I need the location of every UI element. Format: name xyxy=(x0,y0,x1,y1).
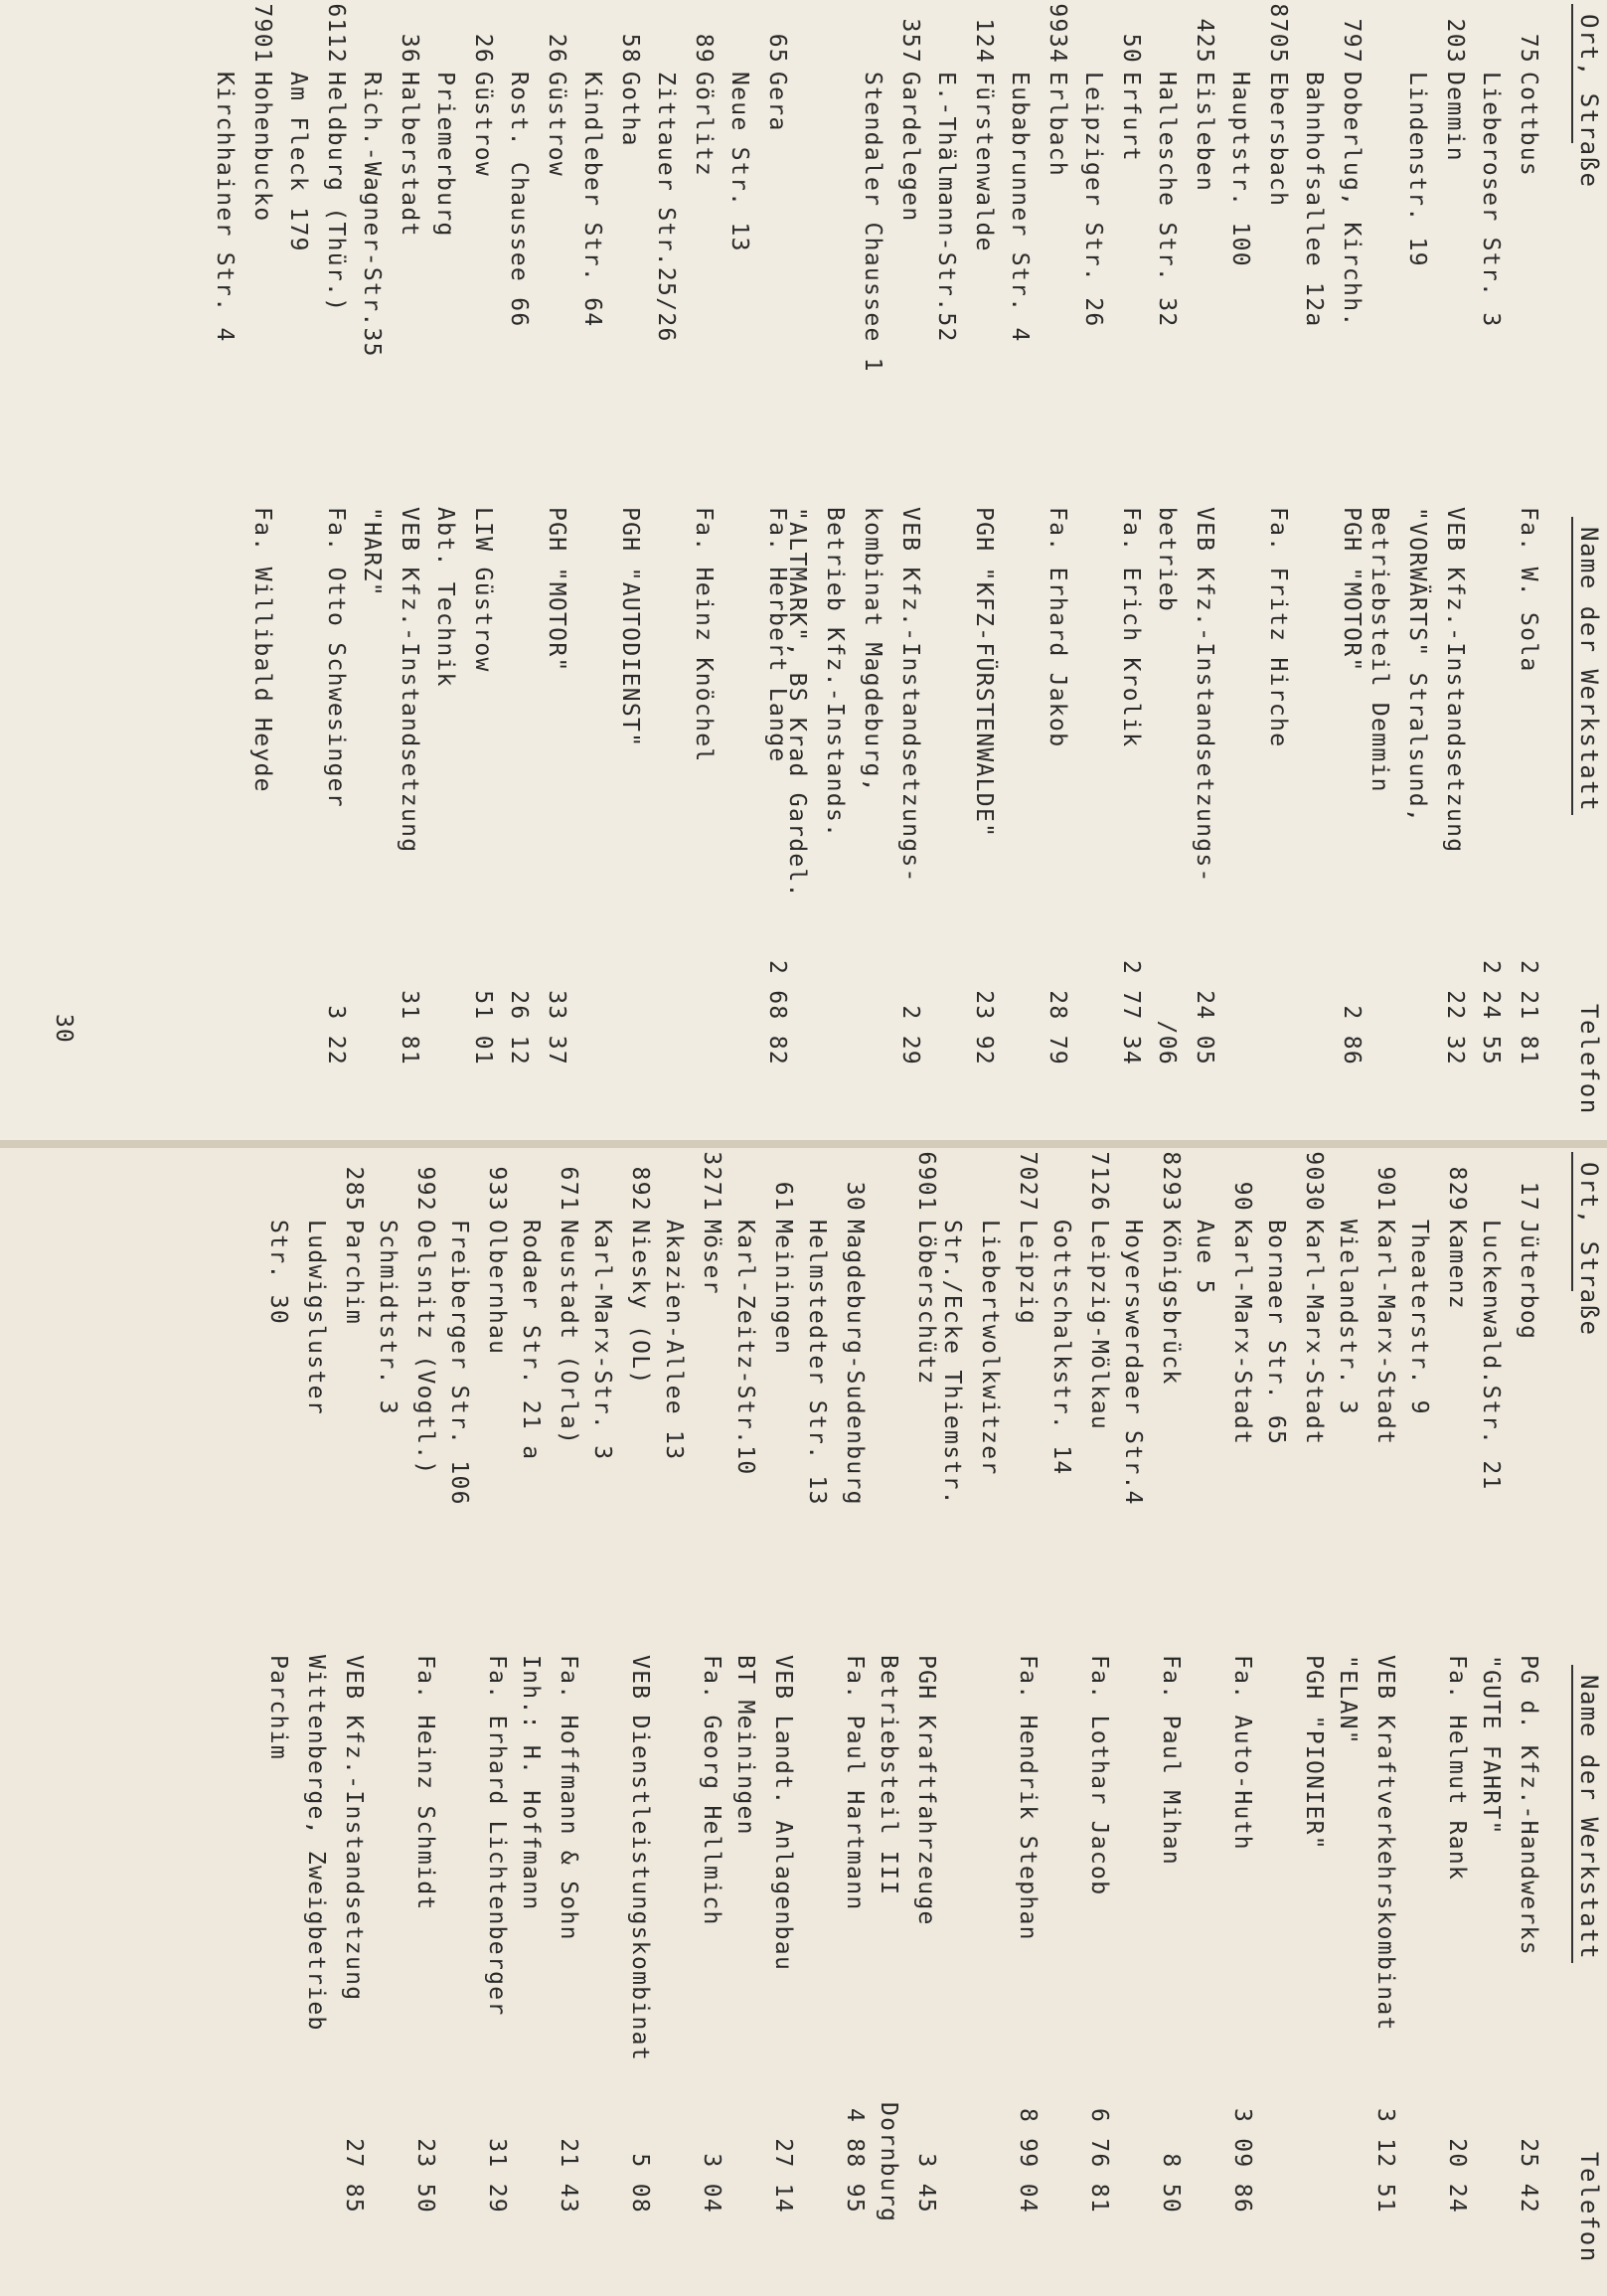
page-number: 30 xyxy=(51,1014,77,1044)
postal-code: 901 xyxy=(1372,1166,1398,1212)
location-line: Rost. Chaussee 66 xyxy=(506,72,532,328)
location-cell xyxy=(1398,72,1474,267)
phone-line: 2 86 xyxy=(1339,1005,1365,1066)
location-line: Bornaer Str. 65 xyxy=(1263,1220,1289,1446)
workshop-name-cell xyxy=(243,507,281,793)
phone-line: 6 76 81 xyxy=(1086,2107,1112,2214)
workshop-name-line: Fa. Georg Hellmich xyxy=(699,1655,724,1926)
postal-code: 65 xyxy=(764,33,790,64)
location-cell xyxy=(1329,1220,1404,1445)
location-line: Am Fleck 179 xyxy=(285,72,311,252)
workshop-name-line: Fa. Otto Schwesinger xyxy=(323,507,349,808)
phone-line: 2 21 81 xyxy=(1516,959,1541,1066)
phone-cell xyxy=(870,2102,945,2223)
workshop-name-cell xyxy=(621,1655,659,2061)
phone-line: 23 50 xyxy=(412,2138,438,2214)
location-cell xyxy=(1074,72,1150,328)
location-line: Karl-Zeitz-Str.10 xyxy=(732,1220,758,1476)
location-line: Liebertwolkwitzer xyxy=(977,1220,1003,1476)
postal-code: 892 xyxy=(627,1166,653,1212)
phone-cell xyxy=(1148,954,1223,1066)
right-page xyxy=(0,1148,1607,2296)
location-cell xyxy=(655,1220,730,1460)
location-line: Lieberoser Str. 3 xyxy=(1478,72,1504,328)
location-cell xyxy=(1257,1220,1333,1445)
location-cell xyxy=(798,1220,874,1506)
workshop-name-cell xyxy=(1361,507,1474,853)
workshop-name-cell xyxy=(758,507,796,763)
phone-line: 8 50 xyxy=(1158,2153,1184,2214)
location-line: E.-Thälmann-Str.52 xyxy=(933,72,959,343)
postal-code: 17 xyxy=(1516,1181,1541,1212)
phone-cell xyxy=(1333,954,1370,1066)
right-page-content xyxy=(0,1148,1607,2296)
postal-code: 671 xyxy=(556,1166,581,1212)
workshop-name-cell xyxy=(406,1655,444,1911)
header-rule xyxy=(1571,517,1573,815)
workshop-name-cell xyxy=(1148,507,1223,884)
header-ort-strasse: Ort, Straße xyxy=(1575,14,1603,189)
phone-line: 2 68 82 xyxy=(764,959,790,1066)
workshop-name-cell xyxy=(538,507,575,673)
workshop-name-cell xyxy=(693,1655,730,1926)
postal-code: 829 xyxy=(1444,1166,1470,1212)
phone-line: 31 81 xyxy=(397,990,422,1066)
location-line: Görlitz xyxy=(691,72,717,178)
location-cell xyxy=(369,1220,444,1476)
postal-code: 61 xyxy=(770,1181,796,1212)
location-line: Güstrow xyxy=(470,72,496,178)
workshop-name-cell xyxy=(1295,1655,1333,1851)
phone-cell xyxy=(836,2102,874,2214)
workshop-name-cell xyxy=(478,1655,516,2017)
location-line: Magdeburg-Sudenburg xyxy=(842,1220,868,1506)
phone-cell xyxy=(550,2102,587,2214)
location-cell xyxy=(647,72,723,343)
workshop-name-line: Betriebsteil III xyxy=(876,1655,901,1896)
location-line: Leipziger Str. 26 xyxy=(1080,72,1106,328)
postal-code: 124 xyxy=(971,18,997,64)
location-line: Rich.-Wagner-Str.35 xyxy=(359,72,385,358)
workshop-name-line: Fa. Helmut Rank xyxy=(1444,1655,1470,1882)
location-cell xyxy=(1186,1220,1261,1445)
location-line: Karl-Marx-Str. 3 xyxy=(589,1220,615,1461)
location-line: Str./Ecke Thiemstr. xyxy=(939,1220,965,1506)
phone-line: 33 37 xyxy=(544,990,569,1066)
workshop-name-line: PGH "AUTODIENST" xyxy=(617,507,643,748)
header-telefon: Telefon xyxy=(1575,2152,1603,2263)
phone-cell xyxy=(965,954,1003,1066)
location-line: Leipzig-Mölkau xyxy=(1086,1220,1112,1431)
workshop-name-line: Fa. Paul Hartmann xyxy=(842,1655,868,1911)
location-line: Eubabrunner Str. 4 xyxy=(1007,72,1033,343)
location-line: Cottbus xyxy=(1516,72,1541,178)
phone-cell xyxy=(1039,954,1076,1066)
location-line: Demmin xyxy=(1442,72,1468,162)
location-line: Kindleber Str. 64 xyxy=(579,72,605,328)
phone-cell xyxy=(1152,2102,1190,2214)
workshop-name-cell xyxy=(611,507,649,747)
location-cell xyxy=(933,1220,1046,1506)
phone-cell xyxy=(500,954,575,1066)
workshop-name-line: Abt. Technik xyxy=(432,507,458,688)
phone-line: 31 29 xyxy=(484,2138,510,2214)
location-line: Leipzig xyxy=(1015,1220,1041,1326)
workshop-name-line: Fa. Erhard Jakob xyxy=(1045,507,1070,748)
location-cell xyxy=(1472,72,1547,328)
workshop-name-line: BT Meiningen xyxy=(732,1655,758,1836)
header-name-werkstatt: Name der Werkstatt xyxy=(1575,527,1603,813)
location-line: Akazien-Allee 13 xyxy=(661,1220,687,1461)
phone-line: Dornburg xyxy=(876,2102,901,2223)
workshop-name-line: Parchim xyxy=(265,1655,291,1761)
location-line: Niesky (OL) xyxy=(627,1220,653,1386)
location-line: Neustadt (Orla) xyxy=(556,1220,581,1446)
workshop-name-line: betrieb xyxy=(1154,507,1180,613)
postal-code: 75 xyxy=(1516,33,1541,64)
workshop-name-line: "HARZ" xyxy=(359,507,385,597)
location-line: Parchim xyxy=(341,1220,367,1326)
header-ort-strasse: Ort, Straße xyxy=(1575,1162,1603,1337)
phone-cell xyxy=(1112,954,1150,1066)
workshop-name-line: LIW Güstrow xyxy=(470,507,496,673)
phone-cell xyxy=(335,2102,373,2214)
phone-cell xyxy=(1366,2102,1404,2214)
postal-code: 7126 xyxy=(1086,1151,1112,1212)
location-cell xyxy=(279,72,355,312)
phone-cell xyxy=(1080,2102,1118,2214)
workshop-name-cell xyxy=(1259,507,1297,747)
phone-line: 3 22 xyxy=(323,1005,349,1066)
location-line: Gardelegen xyxy=(897,72,923,223)
location-cell xyxy=(927,72,1003,343)
workshop-name-line: Fa. Erhard Lichtenberger xyxy=(484,1655,510,2017)
phone-cell xyxy=(1438,2102,1476,2214)
header-telefon: Telefon xyxy=(1575,1004,1603,1115)
phone-line: 25 42 xyxy=(1516,2138,1541,2214)
location-line: Hoyerswerdaer Str.4 xyxy=(1120,1220,1146,1506)
location-line: Lindenstr. 19 xyxy=(1404,72,1430,267)
location-line: Karl-Marx-Stadt xyxy=(1301,1220,1327,1446)
postal-code: 285 xyxy=(341,1166,367,1212)
phone-cell xyxy=(464,954,502,1066)
phone-line: 3 09 86 xyxy=(1229,2107,1255,2214)
postal-code: 357 xyxy=(897,18,923,64)
location-line: Erlbach xyxy=(1045,72,1070,178)
workshop-name-line: VEB Kfz.-Instandsetzung xyxy=(397,507,422,854)
postal-code: 425 xyxy=(1192,18,1217,64)
phone-line: 20 24 xyxy=(1444,2138,1470,2214)
workshop-name-line: Fa. Hendrik Stephan xyxy=(1015,1655,1041,1941)
workshop-name-cell xyxy=(1080,1655,1118,1895)
postal-code: 30 xyxy=(842,1181,868,1212)
location-line: Fürstenwalde xyxy=(971,72,997,252)
location-cell xyxy=(1148,72,1223,328)
location-line: Gotha xyxy=(617,72,643,147)
phone-cell xyxy=(478,2102,516,2214)
location-line: Wielandstr. 3 xyxy=(1335,1220,1361,1415)
workshop-name-line: Betriebsteil Demmin xyxy=(1366,507,1392,793)
location-cell xyxy=(1221,72,1297,267)
phone-cell xyxy=(891,954,929,1066)
workshop-name-cell xyxy=(353,507,428,853)
phone-line: /06 xyxy=(1154,1020,1180,1066)
location-line: Heldburg (Thür.) xyxy=(323,72,349,313)
workshop-name-cell xyxy=(1333,507,1370,673)
phone-line: 27 14 xyxy=(770,2138,796,2214)
location-line: Gottschalkstr. 14 xyxy=(1048,1220,1074,1476)
workshop-name-line: Fa. Willibald Heyde xyxy=(249,507,275,793)
location-line: Str. 30 xyxy=(265,1220,291,1326)
location-line: Priemerburg xyxy=(432,72,458,238)
location-line: Schmidtstr. 3 xyxy=(375,1220,401,1415)
phone-line: 3 04 xyxy=(699,2153,724,2214)
workshop-name-cell xyxy=(1009,1655,1046,1941)
header-rule xyxy=(1571,4,1573,143)
location-cell xyxy=(206,72,281,343)
workshop-name-cell xyxy=(965,507,1003,838)
location-line: Olbernhau xyxy=(484,1220,510,1356)
location-cell xyxy=(726,1220,802,1476)
location-cell xyxy=(1043,1220,1118,1476)
workshop-name-line: PGH "MOTOR" xyxy=(544,507,569,673)
header-rule xyxy=(1571,1152,1573,1291)
location-line: Kamenz xyxy=(1444,1220,1470,1310)
phone-cell xyxy=(693,2102,730,2214)
location-line: Stendaler Chaussee 1 xyxy=(860,72,885,373)
header-name-werkstatt: Name der Werkstatt xyxy=(1575,1675,1603,1961)
location-cell xyxy=(426,72,502,238)
workshop-name-line: Fa. Paul Mihan xyxy=(1158,1655,1184,1867)
phone-line: 3 45 xyxy=(913,2153,939,2214)
postal-code: 3271 xyxy=(699,1151,724,1212)
phone-cell xyxy=(764,2102,802,2214)
workshop-name-cell xyxy=(1223,1655,1261,1851)
location-line: Jüterbog xyxy=(1516,1220,1541,1341)
postal-code: 26 xyxy=(470,33,496,64)
location-line: Ludwigsluster xyxy=(303,1220,329,1415)
location-line: Ebersbach xyxy=(1265,72,1291,208)
location-cell xyxy=(1295,72,1370,328)
postal-code: 58 xyxy=(617,33,643,64)
workshop-name-line: "GUTE FAHRT" xyxy=(1478,1655,1504,1836)
postal-code: 26 xyxy=(544,33,569,64)
location-line: Bahnhofsallee 12a xyxy=(1301,72,1327,328)
workshop-name-line: VEB Kfz.-Instandsetzungs- xyxy=(1192,507,1217,884)
phone-line: 27 85 xyxy=(341,2138,367,2214)
workshop-name-line: Fa. W. Sola xyxy=(1516,507,1541,673)
workshop-name-cell xyxy=(512,1655,587,1941)
postal-code: 933 xyxy=(484,1166,510,1212)
postal-code: 203 xyxy=(1442,18,1468,64)
phone-cell xyxy=(621,2102,659,2214)
location-line: Zittauer Str.25/26 xyxy=(653,72,679,343)
postal-code: 8293 xyxy=(1158,1151,1184,1212)
location-cell xyxy=(440,1220,516,1506)
phone-line: 2 24 55 xyxy=(1478,959,1504,1066)
workshop-name-cell xyxy=(1039,507,1076,747)
workshop-name-cell xyxy=(778,507,929,899)
workshop-name-cell xyxy=(870,1655,945,1926)
phone-line: 26 12 xyxy=(506,990,532,1066)
workshop-name-cell xyxy=(1112,507,1150,747)
location-line: Möser xyxy=(699,1220,724,1295)
location-cell xyxy=(573,72,649,328)
phone-line: 23 92 xyxy=(971,990,997,1066)
workshop-name-line: PGH Kraftfahrzeuge xyxy=(913,1655,939,1926)
workshop-name-line: Betrieb Kfz.-Instands. xyxy=(822,507,848,839)
workshop-name-line: VEB Landt. Anlagenbau xyxy=(770,1655,796,1972)
location-line: Hauptstr. 100 xyxy=(1227,72,1253,267)
location-line: Helmstedter Str. 13 xyxy=(804,1220,830,1506)
location-line: Karl-Marx-Stadt xyxy=(1229,1220,1255,1446)
location-line: Hallesche Str. 32 xyxy=(1154,72,1180,328)
postal-code: 6112 xyxy=(323,3,349,64)
postal-code: 7901 xyxy=(249,3,275,64)
workshop-name-line: PGH "MOTOR" xyxy=(1339,507,1365,673)
location-line: Güstrow xyxy=(544,72,569,178)
phone-cell xyxy=(1436,954,1474,1066)
location-line: Eisleben xyxy=(1192,72,1217,193)
workshop-name-cell xyxy=(1438,1655,1476,1881)
phone-line: 2 29 xyxy=(897,1005,923,1066)
workshop-name-line: Fa. Lothar Jacob xyxy=(1086,1655,1112,1896)
location-cell xyxy=(1400,1220,1476,1415)
workshop-name-line: Fa. Heinz Knöchel xyxy=(691,507,717,763)
location-cell xyxy=(353,72,428,358)
workshop-name-line: PG d. Kfz.-Handwerks xyxy=(1516,1655,1541,1956)
workshop-name-line: kombinat Magdeburg, xyxy=(860,507,885,793)
phone-cell xyxy=(1510,2102,1547,2214)
location-line: Oelsnitz (Vogtl.) xyxy=(412,1220,438,1476)
location-line: Rodaer Str. 21 a xyxy=(518,1220,544,1461)
workshop-name-cell xyxy=(259,1655,373,2032)
workshop-name-line: Inh.: H. Hoffmann xyxy=(518,1655,544,1911)
workshop-name-cell xyxy=(1510,507,1547,673)
workshop-name-line: Fa. Hoffmann & Sohn xyxy=(556,1655,581,1941)
phone-cell xyxy=(406,2102,444,2214)
phone-cell xyxy=(1472,954,1547,1066)
workshop-name-line: Wittenberge, Zweigbetrieb xyxy=(303,1655,329,2032)
phone-line: 8 99 04 xyxy=(1015,2107,1041,2214)
postal-code: 7027 xyxy=(1015,1151,1041,1212)
workshop-name-line: VEB Kraftverkehrskombinat xyxy=(1372,1655,1398,2032)
phone-cell xyxy=(391,954,428,1066)
phone-line: 28 79 xyxy=(1045,990,1070,1066)
location-cell xyxy=(500,72,575,328)
phone-cell xyxy=(1009,2102,1046,2214)
location-line: Meiningen xyxy=(770,1220,796,1356)
location-line: Doberlug, Kirchh. xyxy=(1339,72,1365,328)
table-header xyxy=(1573,1148,1607,2296)
workshop-name-cell xyxy=(1329,1655,1404,2032)
postal-code: 6901 xyxy=(913,1151,939,1212)
location-line: Löberschütz xyxy=(913,1220,939,1386)
workshop-name-cell xyxy=(836,1655,874,1911)
postal-code: 50 xyxy=(1118,33,1144,64)
location-cell xyxy=(259,1220,373,1415)
workshop-name-line: VEB Kfz.-Instandsetzung xyxy=(1442,507,1468,854)
workshop-name-line: Fa. Fritz Hirche xyxy=(1265,507,1291,748)
location-line: Aue 5 xyxy=(1192,1220,1217,1295)
workshop-name-line: Fa. Heinz Schmidt xyxy=(412,1655,438,1911)
location-cell xyxy=(1001,72,1076,343)
location-cell xyxy=(721,72,796,252)
workshop-name-line: "ELAN" xyxy=(1335,1655,1361,1745)
workshop-name-cell xyxy=(317,507,355,808)
workshop-name-cell xyxy=(1472,1655,1547,1956)
phone-line: 3 12 51 xyxy=(1372,2107,1398,2214)
workshop-name-cell xyxy=(726,1655,802,1971)
workshop-name-line: PGH "KFZ-FÜRSTENWALDE" xyxy=(971,507,997,839)
phone-cell xyxy=(317,954,355,1066)
phone-line: 51 01 xyxy=(470,990,496,1066)
location-cell xyxy=(907,1220,945,1386)
postal-code: 89 xyxy=(691,33,717,64)
workshop-name-line: PGH "PIONIER" xyxy=(1301,1655,1327,1851)
phone-cell xyxy=(1223,2102,1261,2214)
location-line: Halberstadt xyxy=(397,72,422,238)
location-cell xyxy=(1114,1220,1190,1506)
phone-line: 24 05 xyxy=(1192,990,1217,1066)
phone-line: 5 08 xyxy=(627,2153,653,2214)
postal-code: 9030 xyxy=(1301,1151,1327,1212)
location-line: Königsbrück xyxy=(1158,1220,1184,1386)
postal-code: 90 xyxy=(1229,1181,1255,1212)
postal-code: 797 xyxy=(1339,18,1365,64)
location-line: Hohenbucko xyxy=(249,72,275,223)
postal-code: 8705 xyxy=(1265,3,1291,64)
workshop-name-cell xyxy=(426,507,502,688)
workshop-name-line: VEB Kfz.-Instandsetzungs- xyxy=(897,507,923,884)
location-cell xyxy=(1472,1220,1547,1491)
location-cell xyxy=(583,1220,659,1460)
postal-code: 9934 xyxy=(1045,3,1070,64)
workshop-name-line: Fa. Erich Krolik xyxy=(1118,507,1144,748)
table-header xyxy=(1573,0,1607,1148)
location-line: Karl-Marx-Stadt xyxy=(1372,1220,1398,1446)
workshop-name-line: Fa. Herbert Lange xyxy=(764,507,790,763)
phone-cell xyxy=(758,954,796,1066)
phone-line: 2 77 34 xyxy=(1118,959,1144,1066)
location-line: Luckenwald.Str. 21 xyxy=(1478,1220,1504,1491)
location-line: Erfurt xyxy=(1118,72,1144,162)
location-line: Neue Str. 13 xyxy=(726,72,752,252)
phone-line: 22 32 xyxy=(1442,990,1468,1066)
postal-code: 992 xyxy=(412,1166,438,1212)
workshop-name-line: VEB Dienstleistungskombinat xyxy=(627,1655,653,2061)
location-line: Gera xyxy=(764,72,790,132)
location-line: Kirchhainer Str. 4 xyxy=(212,72,238,343)
workshop-name-line: VEB Kfz.-Instandsetzung xyxy=(341,1655,367,2002)
location-line: Theaterstr. 9 xyxy=(1406,1220,1432,1415)
phone-line: 21 43 xyxy=(556,2138,581,2214)
postal-code: 36 xyxy=(397,33,422,64)
phone-line: 4 88 95 xyxy=(842,2107,868,2214)
workshop-name-line: Fa. Auto-Huth xyxy=(1229,1655,1255,1851)
location-cell xyxy=(854,72,929,373)
location-line: Freiberger Str. 106 xyxy=(446,1220,472,1506)
workshop-name-line: "VORWÄRTS" Stralsund, xyxy=(1404,507,1430,824)
location-cell xyxy=(512,1220,587,1460)
header-rule xyxy=(1571,1665,1573,1963)
workshop-name-cell xyxy=(685,507,723,763)
workshop-name-cell xyxy=(1152,1655,1190,1866)
workshop-name-line: "ALTMARK", BS Krad Gardel. xyxy=(784,507,810,899)
